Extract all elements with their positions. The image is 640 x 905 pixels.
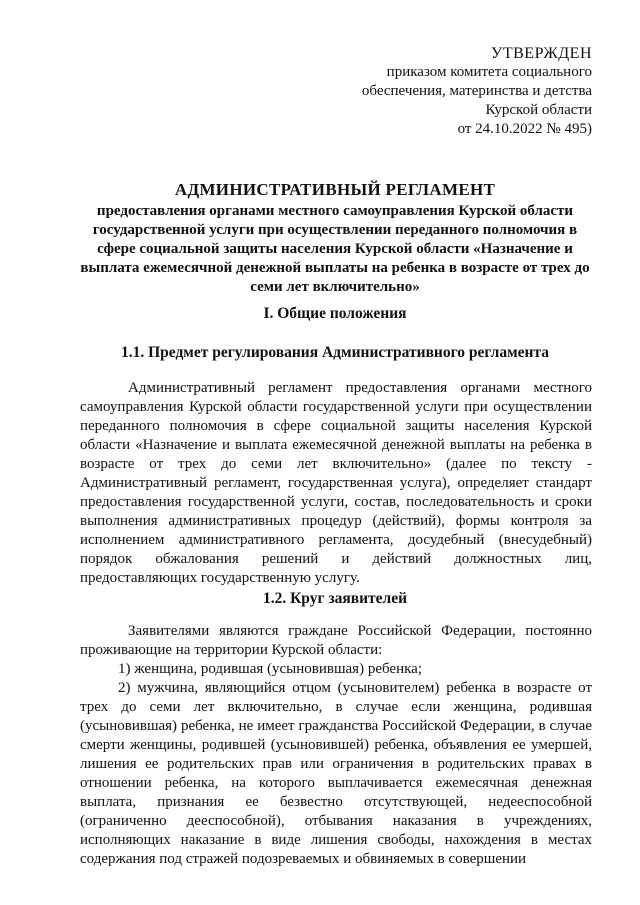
document-subtitle: предоставления органами местного самоуправления Курской области государственной услуги при осуществлении переданного полномочия в сфере социальной защиты населения Курской области «Назначение и выплата ежемесячной денежной выплаты на ребенка в возрасте от трех до семи лет включительно» bbox=[80, 203, 590, 295]
approval-title: УТВЕРЖДЕН bbox=[491, 45, 592, 62]
approval-line: обеспечения, материнства и детства bbox=[361, 83, 592, 99]
approval-stamp bbox=[362, 44, 592, 139]
approval-line: приказом комитета социального bbox=[386, 64, 592, 80]
subsection-heading: 1.1. Предмет регулирования Административного регламента bbox=[120, 344, 550, 361]
approval-line: Курской области bbox=[485, 102, 592, 118]
section-heading: I. Общие положения bbox=[263, 305, 407, 322]
subsection-heading: 1.2. Круг заявителей bbox=[262, 590, 408, 607]
paragraph: Заявителями являются граждане Российской Федерации, постоянно проживающие на территории Курской области: bbox=[80, 623, 592, 658]
list-item: 1) женщина, родившая (усыновившая) ребенка; bbox=[118, 661, 422, 677]
document-title: АДМИНИСТРАТИВНЫЙ РЕГЛАМЕНТ bbox=[174, 180, 496, 199]
approval-line: от 24.10.2022 № 495) bbox=[457, 121, 592, 137]
paragraph: Административный регламент предоставления органами местного самоуправления Курской области государственной услуги при осуществлении переданного полномочия в сфере социальной защиты населения Курской области «Назначение и выплата ежемесячной денежной выплаты на ребенка в возрасте от трех до семи лет включительно» (далее по тексту - Административный регламент, государственная услуга), определяет стандарт предоставления государственной услуги, состав, последовательность и сроки выполнения административных процедур (действий), формы контроля за исполнением административного регламента, досудебный (внесудебный) порядок обжалования решений и действий должностных лиц, предоставляющих государственную услугу. bbox=[80, 380, 592, 586]
document-title-block bbox=[78, 180, 592, 297]
list-item: 2) мужчина, являющийся отцом (усыновителем) ребенка в возрасте от трех до семи лет включительно, в случае если женщина, родившая (усыновившая) ребенка, не имеет гражданства Российской Федерации, в случае смерти женщины, родившей (усыновившей) ребенка, объявления ее умершей, лишения ее родительских прав или ограничения в родительских правах в отношении ребенка, на которого выплачивается ежемесячная денежная выплата, признания ее безвестно отсутствующей, недееспособной (ограниченно дееспособной), отбывания наказания в учреждениях, исполняющих наказание в виде лишения свободы, нахождения в местах содержания под стражей подозреваемых и обвиняемых в совершении bbox=[80, 680, 592, 867]
